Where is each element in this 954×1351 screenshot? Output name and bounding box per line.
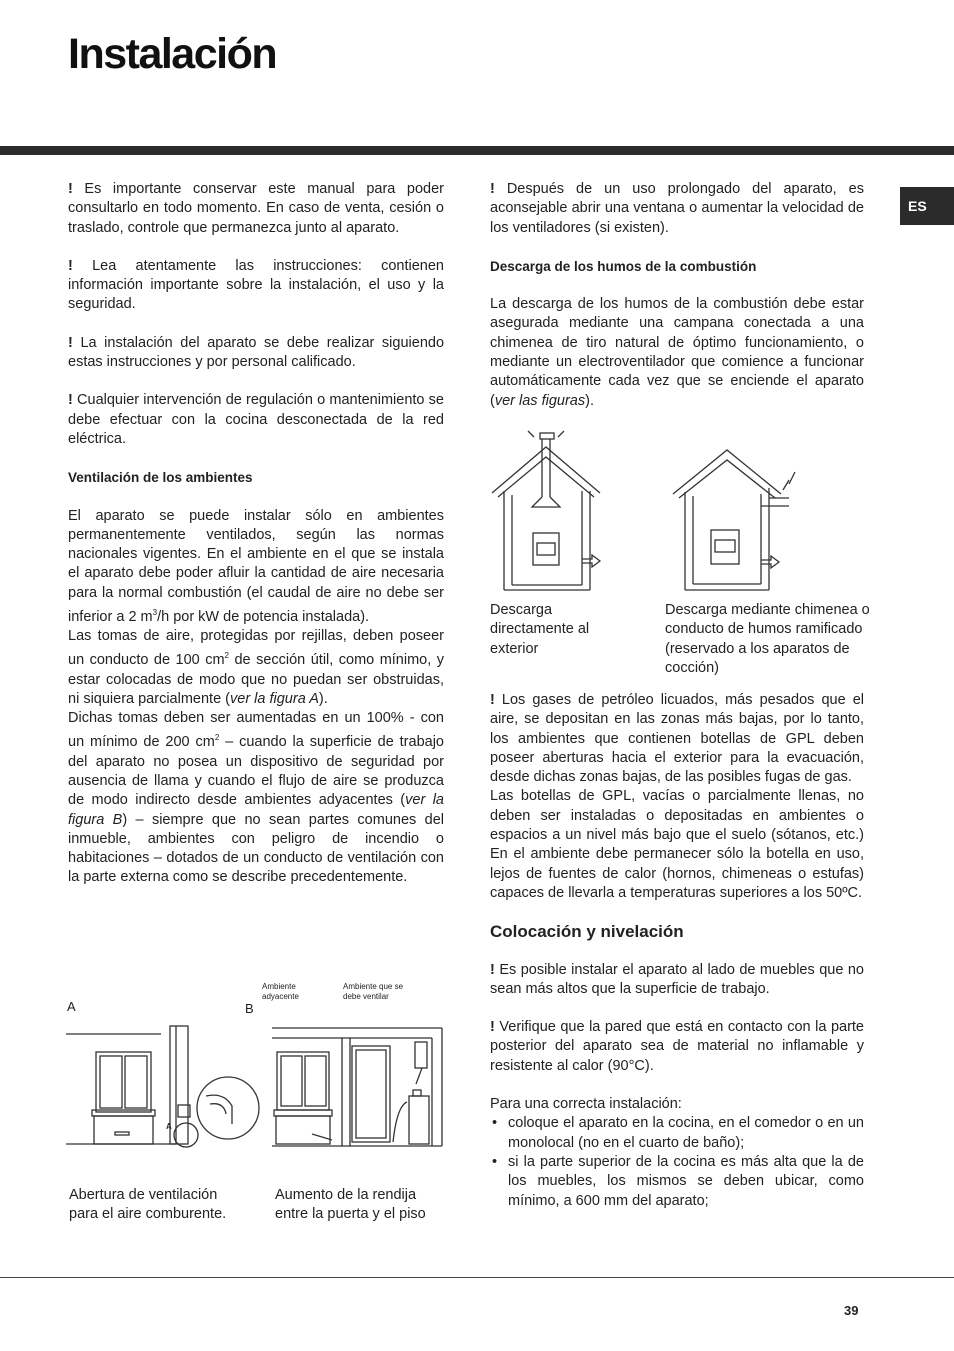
caption-figure-a: Abertura de ventilación para el aire comburente. (69, 1187, 227, 1223)
figure-b-illustration (272, 1022, 447, 1152)
heading-colocacion: Colocación y nivelación (490, 922, 684, 942)
figure-descarga-exterior (490, 425, 610, 595)
right-column (490, 180, 864, 411)
figure-a-label: A (67, 999, 76, 1014)
warning-mark: ! (490, 692, 495, 708)
warning-mark: ! (68, 181, 73, 197)
caption-figure-b: Aumento de la rendija entre la puerta y el piso (275, 1187, 426, 1223)
paragraph-pared: ! Verifique que la pared que está en contacto con la parte posterior del aparato sea de material no inflamable y resistente al calor (90°C). (490, 1019, 864, 1074)
caption-descarga-chimenea: Descarga mediante chimenea o conducto de humos ramificado (reservado a los aparatos de cocción) (665, 602, 870, 676)
paragraph-descarga: La descarga de los humos de la combustión debe estar asegurada mediante una campana conectada a una chimenea de tiro natural de óptimo funcionamiento, o mediante un electroventilador que comience a funcionar automáticamente cada vez que se enciende el aparato (ver las figuras). (490, 296, 864, 409)
paragraph-instalacion: ! La instalación del aparato se debe realizar siguiendo estas instrucciones y por personal calificado. (68, 334, 445, 371)
paragraph-intervencion: ! Cualquier intervención de regulación o mantenimiento se debe efectuar con la cocina desconectada de la red eléctrica. (68, 392, 444, 447)
warning-mark: ! (490, 181, 495, 197)
figure-a-small-label: A (166, 1122, 172, 1131)
left-column (68, 180, 444, 888)
header-rule (0, 146, 954, 155)
warning-mark: ! (68, 392, 73, 409)
page-title: Instalación (68, 30, 277, 78)
list-item: • coloque el aparato en la cocina, en el comedor o en un monolocal (no en el cuarto de baño); (490, 1114, 864, 1153)
paragraph-ventilacion: El aparato se puede instalar sólo en ambientes permanentemente ventilados, según las normas nacionales vigentes. En el ambiente en el que se instala el aparato debe poder afluir la cantidad de aire necesaria para la normal combustión (el caudal de aire no debe ser inferior a 2 $m^3/h$ por kW de potencia instalada). Las tomas de aire, protegidas por rejillas, deben poseer un conducto de 100 $cm^2$ de sección útil, como mínimo, y estar colocadas de modo que no puedan ser obstruidas, ni siquiera parcialmente (ver la figura A). Dichas tomas deben ser aumentadas en un 100% - con un mínimo de 200 $cm^2$ – cuando la superficie de trabajo del aparato no posea un dispositivo de seguridad por ausencia de llama y cuando el flujo de aire se produzca de modo indirecto desde ambientes adyacentes (ver la figura B) – siempre que no sean partes comunes del inmueble, ambientes con peligro de incendio o habitaciones – dotados de un conducto de ventilación con la parte externa como se describe precedentemente. (68, 507, 444, 886)
paragraph-gpl: ! Los gases de petróleo licuados, más pesados que el aire, se depositan en las zonas más bajas, por lo tanto, los ambientes que contienen botellas de GPL deben poseer aberturas hacia el exterior para la evacuación, desde dichas zonas bajas, de las posibles fugas de gas. Las botellas de GPL, vacías o parcialmente llenas, no deben ser instaladas o depositadas en ambientes o espacios a un nivel más bajo que el suelo (sótanos, etc.) En el ambiente debe permanecer sólo la botella en uso, lejos de fuentes de calor (hornos, chimeneas o estufas) capaces de llevarla a temperaturas superiores a los 50ºC. (490, 692, 865, 901)
paragraph-conservar: ! Es importante conservar este manual para poder consultarlo en todo momento. En caso de venta, cesión o traslado, controle que permanezca junto al aparato. (68, 181, 444, 236)
bullet-list (490, 1114, 864, 1210)
warning-mark: ! (68, 334, 73, 351)
paragraph-ventanas: ! Después de un uso prolongado del aparato, es aconsejable abrir una ventana o aumentar la velocidad de los ventiladores (si existen). (490, 181, 864, 236)
label-ambiente-adyacente: Ambiente adyacente (262, 982, 299, 1001)
figure-b-label: B (245, 1001, 254, 1016)
footer-rule (0, 1277, 954, 1278)
language-tab: ES (900, 187, 954, 225)
caption-descarga-exterior: Descarga directamente al exterior (490, 602, 590, 657)
warning-mark: ! (68, 257, 73, 274)
paragraph-leer: ! Lea atentamente las instrucciones: contienen información importante sobre la instalación, el uso y la seguridad. (68, 257, 445, 313)
figure-a-illustration (66, 1020, 266, 1155)
heading-ventilacion: Ventilación de los ambientes (68, 470, 253, 486)
warning-mark: ! (490, 961, 495, 978)
page-number: 39 (844, 1303, 859, 1318)
heading-descarga: Descarga de los humos de la combustión (490, 258, 757, 274)
list-item: • si la parte superior de la cocina es más alta que la de los muebles, los mismos se deben ubicar, como mínimo, a 600 mm del aparato; (490, 1153, 864, 1211)
paragraph-correcta: Para una correcta instalación: (490, 1096, 682, 1113)
warning-mark: ! (490, 1019, 495, 1036)
paragraph-muebles: ! Es posible instalar el aparato al lado de muebles que no sean más altos que la superficie de trabajo. (490, 961, 864, 997)
right-column-lower (490, 691, 864, 1211)
figure-descarga-chimenea (665, 448, 805, 596)
label-ambiente-ventilar: Ambiente que se debe ventilar (343, 982, 404, 1001)
